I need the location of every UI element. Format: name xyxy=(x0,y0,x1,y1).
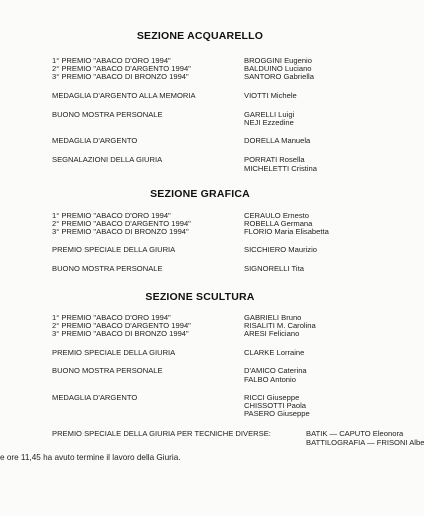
winner-name: MICHELETTI Cristina xyxy=(244,164,317,173)
winner-name: PORRATI Rosella xyxy=(244,155,305,164)
winner-name: GARELLI Luigi xyxy=(244,110,295,119)
award-label: PREMIO SPECIALE DELLA GIURIA xyxy=(52,245,176,254)
winner-name: RISALITI M. Carolina xyxy=(244,321,316,330)
award-label: 2° PREMIO "ABACO D'ARGENTO 1994" xyxy=(52,219,191,228)
winner-name: NEJI Ezzedine xyxy=(244,118,294,127)
award-label: 1° PREMIO "ABACO D'ORO 1994" xyxy=(52,211,171,220)
winner-name: FLORIO Maria Elisabetta xyxy=(244,227,329,236)
winner-name: GABRIELI Bruno xyxy=(244,313,302,322)
winner-name: CHISSOTTI Paola xyxy=(244,401,307,410)
winner-name: BROGGINI Eugenio xyxy=(244,56,312,65)
award-label: BUONO MOSTRA PERSONALE xyxy=(52,366,163,375)
award-label: BUONO MOSTRA PERSONALE xyxy=(52,264,163,273)
winner-name: BALDUINO Luciano xyxy=(244,64,312,73)
award-label: MEDAGLIA D'ARGENTO xyxy=(52,136,138,145)
winner-name: D'AMICO Caterina xyxy=(244,366,307,375)
winner-name: SICCHIERO Maurizio xyxy=(244,245,317,254)
award-label: PREMIO SPECIALE DELLA GIURIA xyxy=(52,348,176,357)
award-label: SEGNALAZIONI DELLA GIURIA xyxy=(52,155,163,164)
winner-name: BATIK — CAPUTO Eleonora xyxy=(306,429,404,438)
section-title-scultura: SEZIONE SCULTURA xyxy=(145,291,255,303)
closing-sentence: e ore 11,45 ha avuto termine il lavoro della Giuria. xyxy=(0,453,181,462)
award-label: 3° PREMIO "ABACO DI BRONZO 1994" xyxy=(52,329,189,338)
section-title-acquarello: SEZIONE ACQUARELLO xyxy=(136,30,264,42)
award-label: 1° PREMIO "ABACO D'ORO 1994" xyxy=(52,56,171,65)
winner-name: PASERO Giuseppe xyxy=(244,409,310,418)
winner-name: CERAULO Ernesto xyxy=(244,211,309,220)
award-label: 3° PREMIO "ABACO DI BRONZO 1994" xyxy=(52,72,189,81)
award-label: 2° PREMIO "ABACO D'ARGENTO 1994" xyxy=(52,64,191,73)
section-title-grafica: SEZIONE GRAFICA xyxy=(150,188,250,200)
winner-name: VIOTTI Michele xyxy=(244,91,297,100)
winner-name: CLARKE Lorraine xyxy=(244,348,305,357)
winner-name: ARESI Feliciano xyxy=(244,329,300,338)
award-label: BUONO MOSTRA PERSONALE xyxy=(52,110,163,119)
winner-name: ROBELLA Germana xyxy=(244,219,313,228)
winner-name: BATTILOGRAFIA — FRISONI Albe xyxy=(306,438,424,447)
winner-name: SIGNORELLI Tita xyxy=(244,264,304,273)
winner-name: FALBO Antonio xyxy=(244,375,296,384)
award-label: MEDAGLIA D'ARGENTO xyxy=(52,393,138,402)
award-label: 2° PREMIO "ABACO D'ARGENTO 1994" xyxy=(52,321,191,330)
winner-name: RICCI Giuseppe xyxy=(244,393,300,402)
award-label: MEDAGLIA D'ARGENTO ALLA MEMORIA xyxy=(52,91,196,100)
winner-name: SANTORO Gabriella xyxy=(244,72,314,81)
special-prize-label: PREMIO SPECIALE DELLA GIURIA PER TECNICHE DIVERSE: xyxy=(52,429,271,438)
award-label: 1° PREMIO "ABACO D'ORO 1994" xyxy=(52,313,171,322)
award-label: 3° PREMIO "ABACO DI BRONZO 1994" xyxy=(52,227,189,236)
winner-name: DORELLA Manuela xyxy=(244,136,311,145)
